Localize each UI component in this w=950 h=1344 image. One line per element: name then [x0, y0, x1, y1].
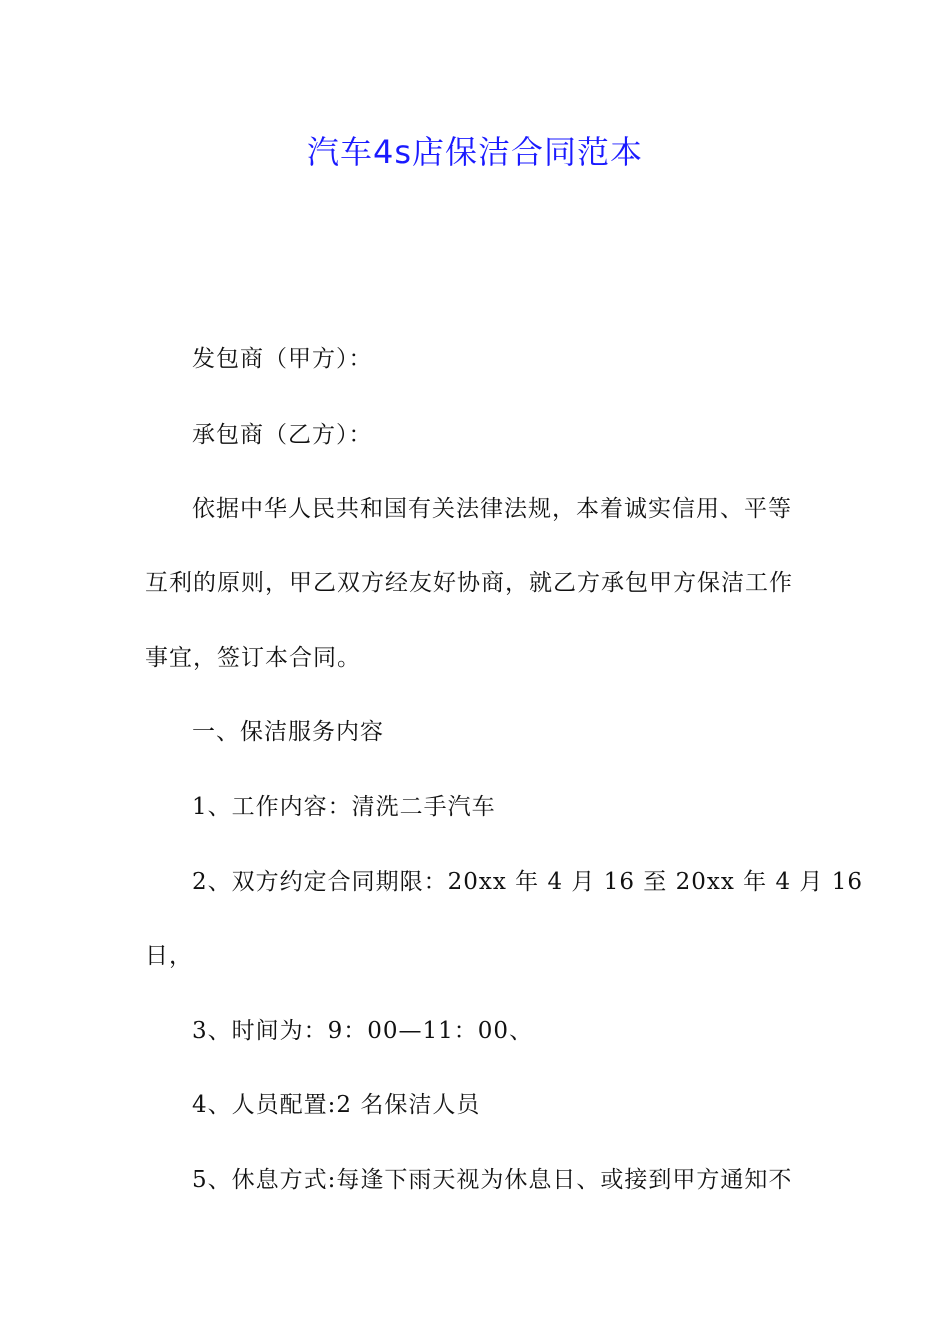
clause-1: 1、工作内容：清洗二手汽车 — [192, 794, 496, 820]
clause-2-line-2: 日， — [145, 943, 193, 969]
clause-2-line-1: 2、双方约定合同期限：20xx 年 4 月 16 至 20xx 年 4 月 16 — [192, 869, 863, 895]
party-a-line: 发包商（甲方）： — [192, 346, 373, 372]
preamble-line-2: 互利的原则，甲乙双方经友好协商，就乙方承包甲方保洁工作 — [145, 570, 793, 596]
document-title: 汽车4s店保洁合同范本 — [306, 133, 644, 171]
party-b-line: 承包商（乙方）： — [192, 422, 373, 448]
clause-3: 3、时间为：9：00—11：00、 — [192, 1018, 534, 1044]
preamble-line-1: 依据中华人民共和国有关法律法规，本着诚实信用、平等 — [192, 496, 792, 522]
clause-5-line-1: 5、休息方式:每逢下雨天视为休息日、或接到甲方通知不 — [192, 1167, 793, 1193]
preamble-line-3: 事宜，签订本合同。 — [145, 645, 361, 671]
clause-4: 4、人员配置:2 名保洁人员 — [192, 1092, 481, 1118]
section-heading: 一、保洁服务内容 — [192, 719, 384, 745]
